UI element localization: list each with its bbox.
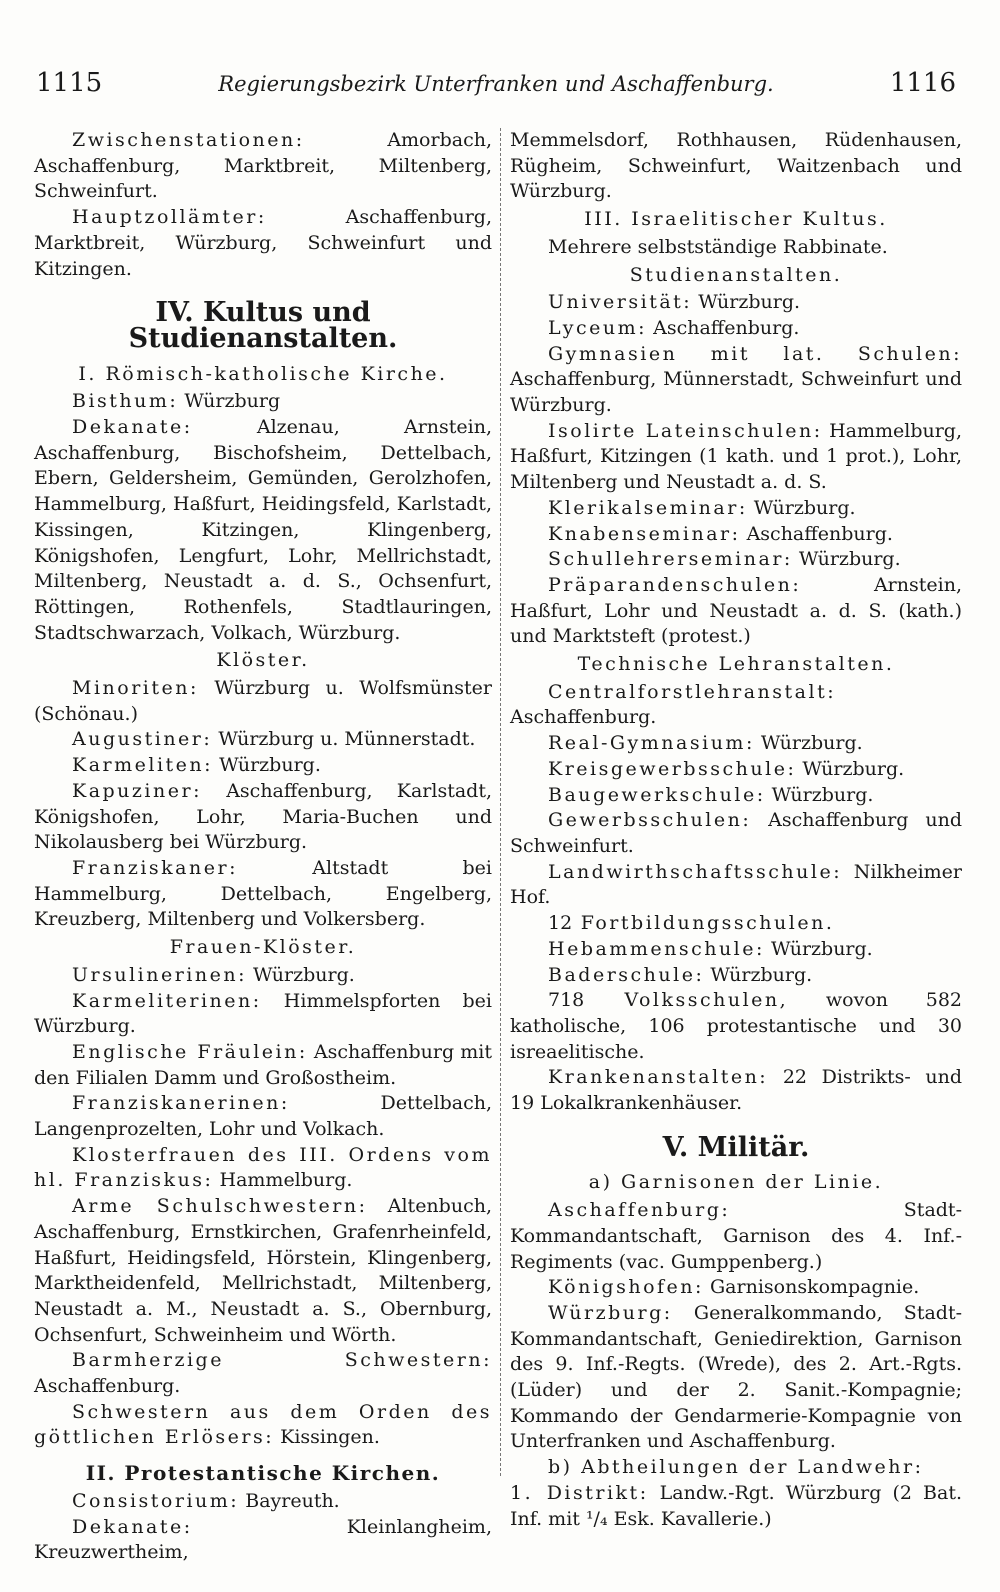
entry-consistorium: Consistorium: Bayreuth.: [72, 1489, 340, 1512]
page-number-left: 1115: [36, 68, 103, 98]
entry-karmeliten: Karmeliten: Würzburg.: [72, 754, 321, 777]
entry-garnison-wuerzburg: Würzburg: Generalkommando, Stadt-Kommandantschaft, Geniedirektion, Garnison des 9. Inf.-Regts. (Wrede), des 2. Art.-Rgts. (Lüder) und der 2. Sanit.-Kompagnie; Kommando der Gendarmerie-Kompagnie von Unterfranken und Aschaffenburg.: [510, 1301, 962, 1453]
entry-augustiner: Augustiner: Würzburg u. Münnerstadt.: [72, 728, 476, 751]
entry-isolirte-lateinschulen: Isolirte Lateinschulen: Hammelburg, Haßfurt, Kitzingen (1 kath. und 1 prot.), Lohr, Miltenberg und Neustadt a. d. S.: [510, 419, 962, 494]
subsection-heading-technische: Technische Lehranstalten.: [577, 653, 895, 676]
entry-dekanate: Dekanate: Alzenau, Arnstein, Aschaffenburg, Bischofsheim, Dettelbach, Ebern, Geldersheim, Gemünden, Gerolzhofen, Hammelburg, Haßfurt, Heidingsfeld, Karlstadt, Kissingen, Kitzingen, Klingenberg, Königshofen, Lengfurt, Lohr, Mellrichstadt, Miltenberg, Neustadt a. d. S., Ochsenfurt, Röttingen, Rothenfels, Stadtlauringen, Stadtschwarzach, Volkach, Würzburg.: [34, 416, 492, 644]
entry-rabbinate: Mehrere selbstständige Rabbinate.: [548, 235, 888, 258]
entry-zwischenstationen: Zwischenstationen: Amorbach, Aschaffenburg, Marktbreit, Miltenberg, Schweinfurt.: [34, 129, 492, 203]
entry-franziskanerinen: Franziskanerinen: Dettelbach, Langenprozelten, Lohr und Volkach.: [34, 1092, 492, 1141]
section-heading-v: V. Militär.: [662, 1131, 810, 1163]
entry-landwirthschaftsschule: Landwirthschaftsschule: Nilkheimer Hof.: [510, 860, 962, 909]
entry-gymnasien: Gymnasien mit lat. Schulen: Aschaffenburg, Münnerstadt, Schweinfurt und Würzburg.: [510, 342, 962, 417]
entry-klosterfrauen: Klosterfrauen des III. Ordens vom hl. Franziskus: Hammelburg.: [34, 1143, 492, 1192]
entry-kreisgewerbsschule: Kreisgewerbsschule: Würzburg.: [548, 757, 905, 780]
entry-universitaet: Universität: Würzburg.: [548, 291, 801, 314]
subsection-heading-roemisch: I. Römisch-katholische Kirche.: [78, 362, 448, 385]
subsection-heading-kloester: Klöster.: [216, 649, 310, 672]
entry-ursulinerinen: Ursulinerinen: Würzburg.: [72, 963, 355, 986]
entry-klerikalseminar: Klerikalseminar: Würzburg.: [548, 496, 856, 519]
entry-englische-fraeulein: Englische Fräulein: Aschaffenburg mit den Filialen Damm und Großostheim.: [34, 1040, 492, 1089]
entry-karmeliterinen: Karmeliterinen: Himmelspforten bei Würzburg.: [34, 989, 492, 1038]
right-column: [510, 128, 962, 1532]
page-header: [36, 68, 956, 108]
subsection-heading-israelitisch: III. Israelitischer Kultus.: [584, 208, 888, 231]
entry-fortbildungsschulen: 12 Fortbildungsschulen.: [548, 912, 835, 935]
entry-franziskaner: Franziskaner: Altstadt bei Hammelburg, Dettelbach, Engelberg, Kreuzberg, Miltenberg und Volkersberg.: [34, 856, 492, 931]
running-title: Regierungsbezirk Unterfranken und Aschaffenburg.: [218, 72, 774, 96]
entry-baderschule: Baderschule: Würzburg.: [548, 963, 813, 986]
subsection-heading-studienanstalten: Studienanstalten.: [629, 263, 843, 286]
entry-krankenanstalten: Krankenanstalten: 22 Distrikts- und 19 Lokalkrankenhäuser.: [510, 1066, 962, 1115]
entry-kapuziner: Kapuziner: Aschaffenburg, Karlstadt, Königshofen, Lohr, Maria-Buchen und Nikolausberg bei Würzburg.: [34, 779, 492, 854]
entry-hauptzollaemter: Hauptzollämter: Aschaffenburg, Marktbreit, Würzburg, Schweinfurt und Kitzingen.: [34, 206, 492, 280]
left-column: [34, 128, 492, 1566]
entry-volksschulen: 718 Volksschulen, wovon 582 katholische, 106 protestantische und 30 isreaelitische.: [510, 989, 962, 1063]
entry-bisthum: Bisthum: Würzburg: [72, 390, 281, 413]
entry-dekanate-protestantisch: Dekanate: Kleinlangheim, Kreuzwertheim,: [34, 1515, 492, 1564]
subsection-heading-protestantisch: II. Protestantische Kirchen.: [85, 1461, 441, 1486]
subsection-heading-landwehr: b) Abtheilungen der Landwehr:: [548, 1456, 924, 1479]
subsection-heading-garnisonen: a) Garnisonen der Linie.: [588, 1171, 884, 1194]
entry-praeparandenschulen: Präparandenschulen: Arnstein, Haßfurt, Lohr und Neustadt a. d. S. (kath.) und Marktsteft (protest.): [510, 573, 962, 648]
entry-real-gymnasium: Real-Gymnasium: Würzburg.: [548, 732, 863, 755]
entry-knabenseminar: Knabenseminar: Aschaffenburg.: [548, 522, 893, 545]
column-divider: [500, 128, 501, 1476]
subsection-heading-frauenkloester: Frauen-Klöster.: [169, 936, 357, 959]
entry-lyceum: Lyceum: Aschaffenburg.: [548, 316, 800, 339]
entry-minoriten: Minoriten: Würzburg u. Wolfsmünster (Schönau.): [34, 677, 492, 725]
section-heading-iv: IV. Kultus und Studienanstalten.: [128, 297, 398, 354]
page-number-right: 1116: [889, 68, 956, 98]
entry-schullehrerseminar: Schullehrerseminar: Würzburg.: [548, 548, 901, 571]
entry-dekanate-continued: Memmelsdorf, Rothhausen, Rüdenhausen, Rügheim, Schweinfurt, Waitzenbach und Würzburg.: [510, 129, 962, 203]
entry-distrikt-1: 1. Distrikt: Landw.-Rgt. Würzburg (2 Bat. Inf. mit ¹/₄ Esk. Kavallerie.): [510, 1481, 963, 1530]
entry-barmherzige-schwestern: Barmherzige Schwestern: Aschaffenburg.: [34, 1349, 492, 1398]
entry-centralforstlehranstalt: Centralforstlehranstalt: Aschaffenburg.: [510, 680, 837, 729]
entry-garnison-koenigshofen: Königshofen: Garnisonskompagnie.: [548, 1276, 920, 1299]
entry-hebammenschule: Hebammenschule: Würzburg.: [548, 937, 873, 960]
entry-gewerbsschulen: Gewerbsschulen: Aschaffenburg und Schweinfurt.: [510, 809, 962, 857]
entry-schwestern-erloeser: Schwestern aus dem Orden des göttlichen Erlösers: Kissingen.: [34, 1400, 492, 1449]
entry-garnison-aschaffenburg: Aschaffenburg: Stadt-Kommandantschaft, Garnison des 4. Inf.-Regiments (vac. Gumppenberg.): [510, 1199, 962, 1273]
entry-arme-schulschwestern: Arme Schulschwestern: Altenbuch, Aschaffenburg, Ernstkirchen, Grafenrheinfeld, Haßfurt, Heidingsfeld, Hörstein, Klingenberg, Marktheidenfeld, Mellrichstadt, Miltenberg, Neustadt a. M., Neustadt a. S., Obernburg, Ochsenfurt, Schweinheim und Wörth.: [34, 1195, 492, 1346]
entry-baugewerkschule: Baugewerkschule: Würzburg.: [548, 783, 874, 806]
